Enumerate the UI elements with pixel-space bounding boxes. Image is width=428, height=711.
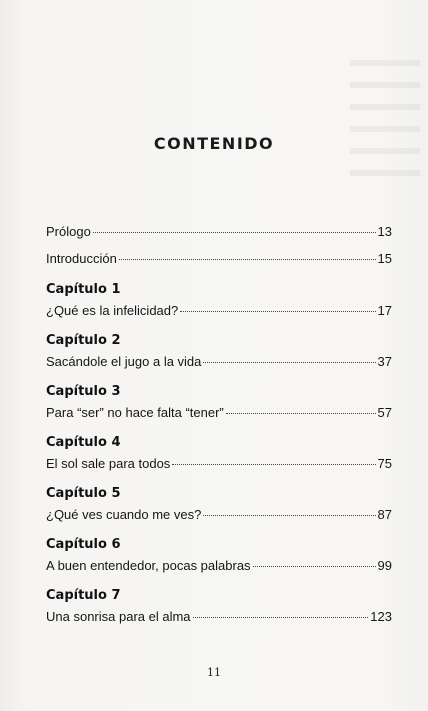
chapter-heading: Capítulo 1 xyxy=(46,282,121,297)
toc-chapter-1 xyxy=(46,281,392,319)
toc-entry-prologo xyxy=(46,223,392,240)
toc-entry-introduccion xyxy=(46,250,392,267)
toc-entry-page: 37 xyxy=(377,354,392,369)
toc-chapter-7 xyxy=(46,587,392,625)
toc-entry-label: El sol sale para todos xyxy=(46,456,171,471)
chapter-heading: Capítulo 6 xyxy=(46,537,121,552)
toc-entry-label: ¿Qué es la infelicidad? xyxy=(46,303,179,318)
toc-chapter-6 xyxy=(46,536,392,574)
toc-chapter-4 xyxy=(46,434,392,472)
dot-leader xyxy=(203,515,375,516)
toc-entry-page: 13 xyxy=(377,224,392,239)
page-title: CONTENIDO xyxy=(153,134,275,153)
toc-entry-page: 15 xyxy=(377,251,392,266)
chapter-heading: Capítulo 3 xyxy=(46,384,121,399)
dot-leader xyxy=(226,413,376,414)
dot-leader xyxy=(253,566,376,567)
dot-leader xyxy=(172,464,375,465)
toc-entry-page: 57 xyxy=(377,405,392,420)
bleed-through-shadow xyxy=(350,60,420,180)
dot-leader xyxy=(193,617,369,618)
toc-entry-label: Para “ser” no hace falta “tener” xyxy=(46,405,224,420)
toc-entry xyxy=(46,608,392,625)
toc-entry-label: Prólogo xyxy=(46,224,91,239)
toc-chapter-5 xyxy=(46,485,392,523)
toc-chapter-3 xyxy=(46,383,392,421)
toc-entry-page: 99 xyxy=(377,558,392,573)
chapter-heading: Capítulo 5 xyxy=(46,486,121,501)
toc-entry-label: Una sonrisa para el alma xyxy=(46,609,191,624)
chapter-heading: Capítulo 2 xyxy=(46,333,121,348)
toc-entry xyxy=(46,506,392,523)
toc-entry-label: A buen entendedor, pocas palabras xyxy=(46,558,251,573)
dot-leader xyxy=(203,362,375,363)
page-number: 11 xyxy=(207,666,221,679)
dot-leader xyxy=(93,232,376,233)
toc-entry xyxy=(46,353,392,370)
toc-entry-page: 123 xyxy=(370,609,392,624)
toc-entry-label: ¿Qué ves cuando me ves? xyxy=(46,507,202,522)
chapter-heading: Capítulo 4 xyxy=(46,435,121,450)
toc-entry-label: Introducción xyxy=(46,251,117,266)
toc-entry-page: 87 xyxy=(377,507,392,522)
chapter-heading: Capítulo 7 xyxy=(46,588,121,603)
toc-entry-label: Sacándole el jugo a la vida xyxy=(46,354,202,369)
toc-entry xyxy=(46,455,392,472)
toc-entry-page: 75 xyxy=(377,456,392,471)
dot-leader xyxy=(119,259,376,260)
toc-entry xyxy=(46,557,392,574)
toc-chapter-2 xyxy=(46,332,392,370)
toc-entry-page: 17 xyxy=(377,303,392,318)
toc-entry xyxy=(46,302,392,319)
table-of-contents xyxy=(46,223,392,638)
toc-entry xyxy=(46,404,392,421)
dot-leader xyxy=(180,311,375,312)
